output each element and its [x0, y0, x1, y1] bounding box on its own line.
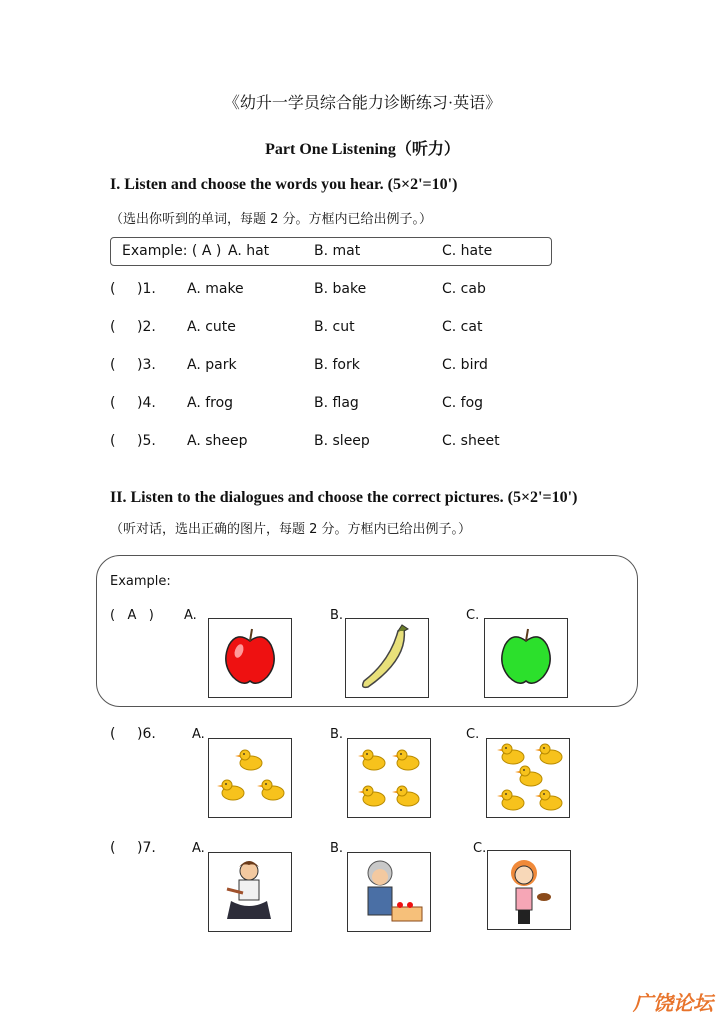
option-c: C. sheet [442, 433, 500, 449]
option-a: A. sheep [187, 433, 248, 449]
answer-paren: ( [110, 726, 116, 742]
boy-picture [208, 852, 292, 932]
example-answer: ( A ) [110, 608, 154, 623]
example-label: Example: [110, 574, 171, 589]
section2-note: （听对话，选出正确的图片，每题 2 分。方框内已给出例子。） [110, 522, 472, 537]
option-a: A. cute [187, 319, 236, 335]
section1-note: （选出你听到的单词，每题 2 分。方框内已给出例子。） [110, 212, 433, 227]
option-b: B. flag [314, 395, 359, 411]
site-logo: 广饶论坛 [633, 991, 713, 1015]
option-b: B. cut [314, 319, 355, 335]
option-a-label: A. [192, 841, 205, 856]
answer-paren: ( [110, 357, 116, 373]
question-number: )1. [137, 281, 156, 297]
answer-paren: ( [110, 840, 116, 856]
part-heading: Part One Listening（听力） [265, 141, 460, 158]
answer-paren: ( [110, 395, 116, 411]
option-a: A. make [187, 281, 244, 297]
red-apple-picture [208, 618, 292, 698]
option-a-label: A. [184, 608, 197, 623]
option-b-label: B. [330, 727, 344, 742]
option-c-label: C. [466, 608, 480, 623]
banana-picture [345, 618, 429, 698]
three-ducks-picture [208, 738, 292, 818]
option-b: B. fork [314, 357, 360, 373]
example-option-b: B. mat [314, 243, 361, 259]
answer-paren: ( [110, 319, 116, 335]
example-option-a: A. hat [228, 243, 270, 259]
option-c-label: C. [473, 841, 487, 856]
five-ducks-picture [486, 738, 570, 818]
four-ducks-picture [347, 738, 431, 818]
answer-paren: ( [110, 433, 116, 449]
question-number: )6. [137, 726, 156, 742]
option-b: B. bake [314, 281, 367, 297]
green-apple-picture [484, 618, 568, 698]
option-c: C. fog [442, 395, 484, 411]
question-number: )4. [137, 395, 156, 411]
option-c-label: C. [466, 727, 480, 742]
option-a: A. park [187, 357, 237, 373]
example-label: Example: ( A ) [122, 243, 222, 259]
option-c: C. cab [442, 281, 486, 297]
question-number: )2. [137, 319, 156, 335]
girl-cookie-picture [487, 850, 571, 930]
question-number: )7. [137, 840, 156, 856]
question-number: )3. [137, 357, 156, 373]
answer-paren: ( [110, 281, 116, 297]
option-b-label: B. [330, 841, 344, 856]
page-title: 《幼升一学员综合能力诊断练习·英语》 [223, 95, 502, 112]
example-option-c: C. hate [442, 243, 493, 259]
grandma-cake-picture [347, 852, 431, 932]
option-a-label: A. [192, 727, 205, 742]
option-c: C. cat [442, 319, 483, 335]
option-a: A. frog [187, 395, 234, 411]
option-b: B. sleep [314, 433, 370, 449]
section2-heading: II. Listen to the dialogues and choose the correct pictures. (5×2'=10') [110, 489, 578, 506]
option-b-label: B. [330, 608, 344, 623]
option-c: C. bird [442, 357, 488, 373]
question-number: )5. [137, 433, 156, 449]
section1-heading: I. Listen and choose the words you hear. (5×2'=10') [110, 176, 458, 193]
